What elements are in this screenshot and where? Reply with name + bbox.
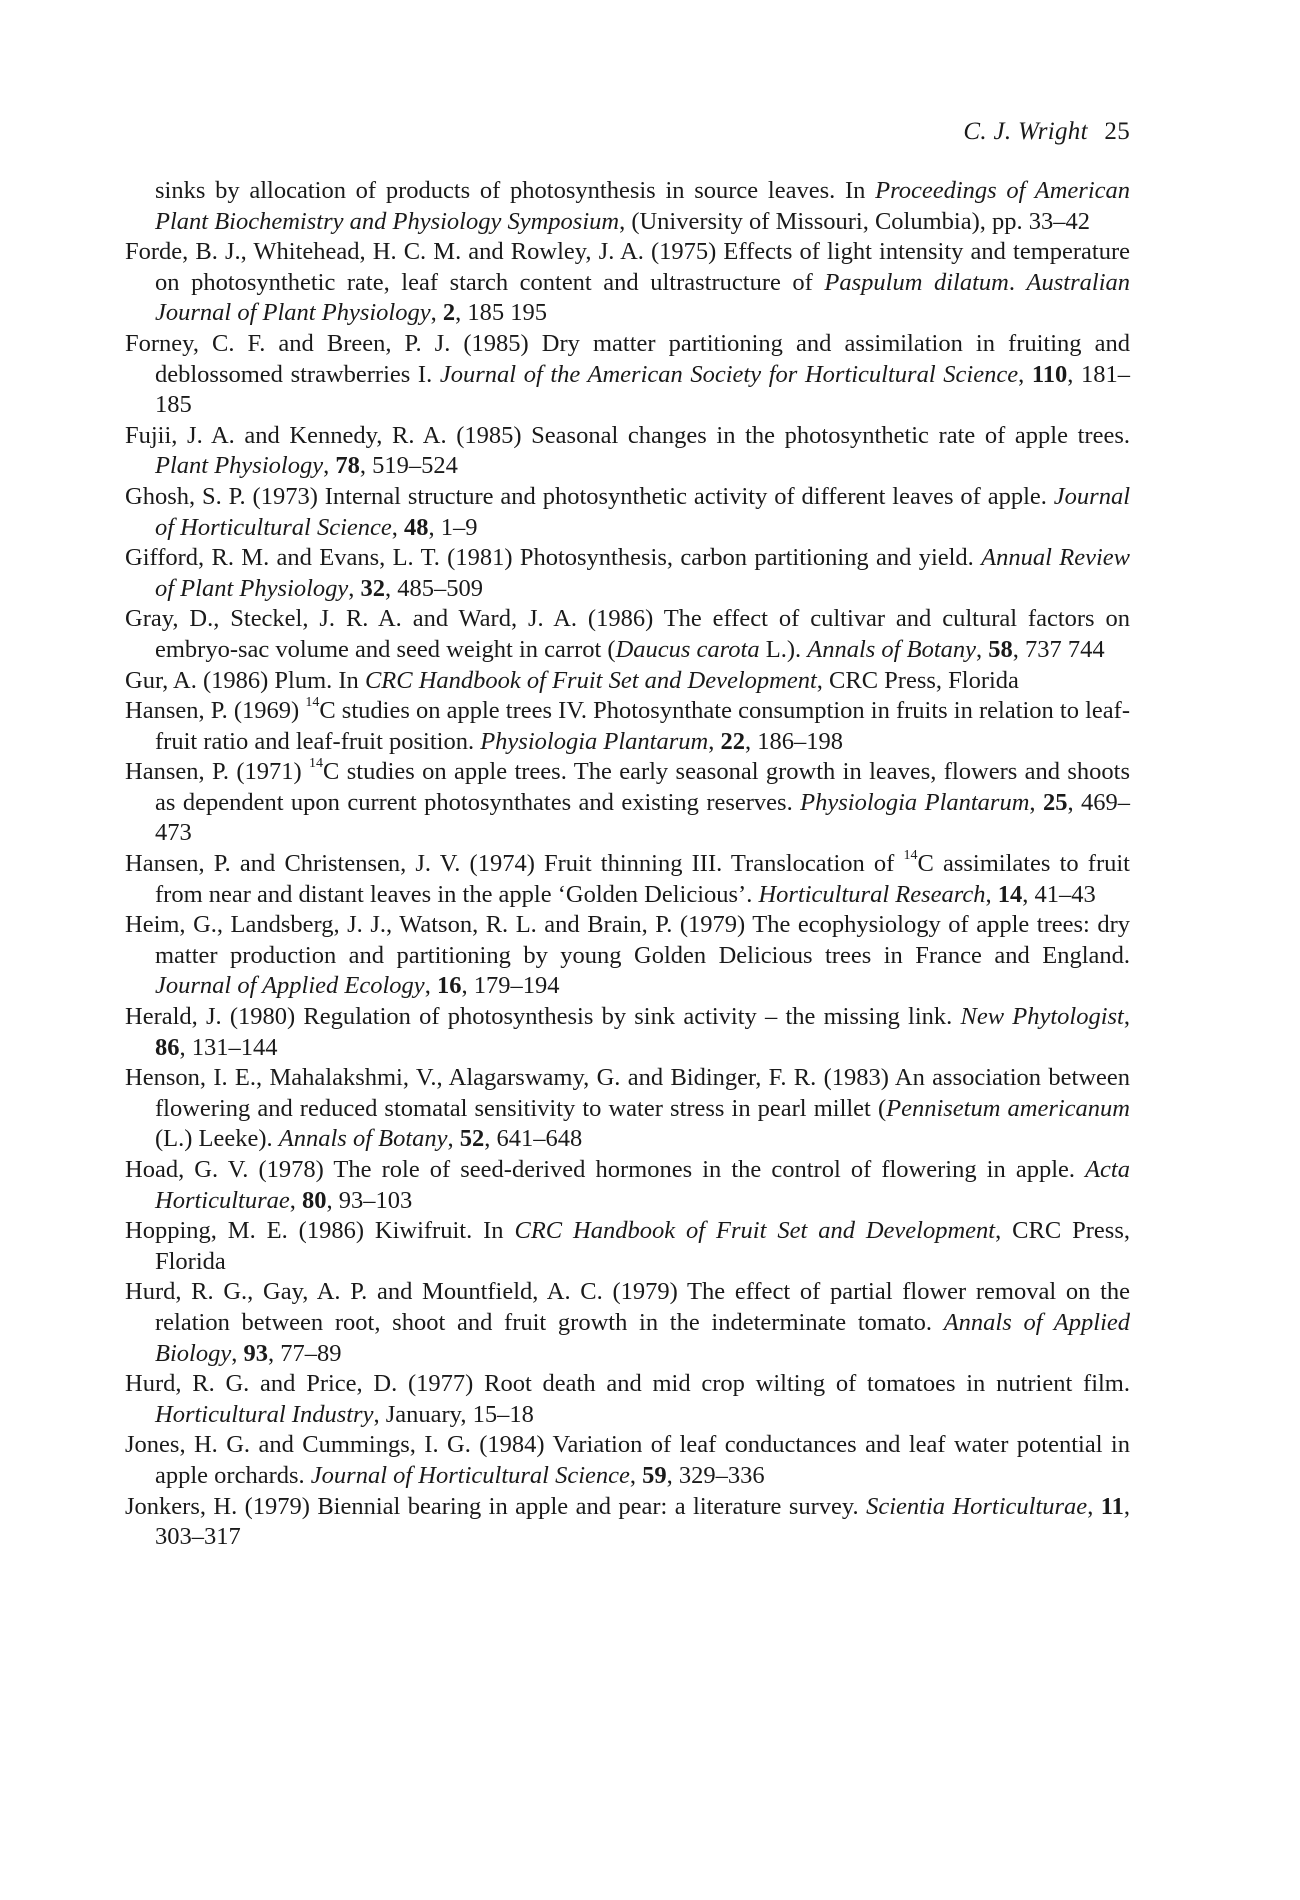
reference-separator: , — [430, 299, 443, 327]
reference-text-cont: C studies on apple trees. The early seasonal growth in leaves, flowers and shoots as dependent upon current photosynthates and existing reserves. — [155, 758, 1130, 816]
reference-entry — [125, 1369, 1130, 1430]
reference-entry — [125, 757, 1130, 849]
journal-volume: 52 — [459, 1125, 485, 1153]
journal-title: Journal of Applied Ecology — [155, 972, 425, 1000]
reference-text: Forde, B. J., Whitehead, H. C. M. and Rowley, J. A. (1975) Effects of light intensity and temperature on photosynthetic rate, leaf starch content and ultrastructure of — [125, 238, 1130, 296]
page-range: , 186–198 — [744, 727, 843, 755]
reference-text-cont: C assimilates to fruit from near and distant leaves in the apple ‘Golden Delicious’. — [155, 850, 1130, 908]
reference-text: Gray, D., Steckel, J. R. A. and Ward, J. A. (1986) The effect of cultivar and cultural factors on embryo-sac volume and seed weight in carrot ( — [125, 605, 1130, 663]
reference-separator: , — [985, 880, 998, 908]
journal-title: Horticultural Research — [758, 880, 986, 908]
reference-text: Hansen, P. (1969) — [125, 697, 306, 725]
reference-separator: , — [231, 1339, 244, 1367]
reference-separator: , — [447, 1125, 460, 1153]
reference-text: Forney, C. F. and Breen, P. J. (1985) Dry matter partitioning and assimilation in fruiting and deblossomed strawberries I. — [125, 329, 1130, 388]
species-name: Daucus carota — [615, 635, 760, 663]
reference-mid: . — [1008, 268, 1027, 296]
reference-separator: , — [1087, 1492, 1101, 1520]
reference-entry — [125, 910, 1130, 1002]
journal-volume: 11 — [1100, 1492, 1124, 1520]
page-range: , 41–43 — [1022, 880, 1096, 908]
reference-text: Jones, H. G. and Cummings, I. G. (1984) Variation of leaf conductances and leaf water potential in apple orchards. — [125, 1431, 1130, 1489]
reference-text: Gur, A. (1986) Plum. In — [125, 666, 365, 694]
journal-volume: 59 — [642, 1461, 667, 1489]
reference-separator: , — [289, 1186, 302, 1214]
continuation-text: sinks by allocation of products of photosynthesis in source leaves. In — [155, 177, 876, 204]
continuation-tail: , (University of Missouri, Columbia), pp. 33–42 — [619, 207, 1090, 235]
reference-separator: , — [323, 452, 336, 480]
journal-title: Annals of Botany — [278, 1125, 448, 1153]
page-range: , 469–473 — [155, 788, 1131, 847]
reference-entry — [125, 237, 1130, 329]
reference-text: Hurd, R. G. and Price, D. (1977) Root death and mid crop wilting of tomatoes in nutrient film. — [125, 1370, 1130, 1398]
journal-volume: 25 — [1042, 788, 1068, 816]
reference-entry — [125, 543, 1130, 604]
journal-title: Horticultural Industry — [155, 1400, 374, 1428]
reference-text: Hoad, G. V. (1978) The role of seed-derived hormones in the control of flowering in apple. — [125, 1156, 1086, 1183]
page-range: , 485–509 — [385, 574, 483, 602]
journal-volume: 110 — [1031, 360, 1068, 388]
species-name: Pennisetum americanum — [886, 1094, 1130, 1122]
reference-mid: (L.) Leeke). — [155, 1125, 279, 1153]
reference-entry — [125, 1216, 1130, 1277]
reference-separator: , CRC Press, Florida — [155, 1217, 1130, 1275]
continuation-source: Proceedings of American Plant Biochemistry and Physiology Symposium — [155, 177, 1131, 235]
page-range: , 131–144 — [179, 1033, 278, 1061]
page-range: , 329–336 — [666, 1461, 765, 1489]
page-range: , 181–185 — [155, 360, 1131, 419]
journal-title: Australian Journal of Plant Physiology — [155, 268, 1131, 327]
isotope-superscript: 14 — [309, 756, 324, 772]
reference-entry — [125, 666, 1130, 697]
reference-text: Hurd, R. G., Gay, A. P. and Mountfield, A. C. (1979) The effect of partial flower removal on the relation between root, shoot and fruit growth in the indeterminate tomato. — [125, 1278, 1130, 1336]
reference-text: Hansen, P. (1971) — [125, 758, 310, 786]
journal-title: Annual Review of Plant Physiology — [155, 544, 1130, 602]
reference-entry — [125, 1492, 1130, 1553]
reference-text: Fujii, J. A. and Kennedy, R. A. (1985) Seasonal changes in the photosynthetic rate of apple trees. — [125, 421, 1130, 449]
reference-entry — [125, 1155, 1130, 1216]
page-range: , 737 744 — [1012, 635, 1105, 663]
reference-separator: , — [348, 574, 361, 602]
reference-separator: , CRC Press, Florida — [816, 666, 1019, 694]
reference-mid: L.). — [759, 635, 808, 663]
journal-title: Journal of Horticultural Science — [155, 482, 1130, 541]
page-range: , 303–317 — [155, 1492, 1131, 1551]
reference-text: Henson, I. E., Mahalakshmi, V., Alagarswamy, G. and Bidinger, F. R. (1983) An association between flowering and reduced stomatal sensitivity to water stress in pearl millet ( — [125, 1064, 1130, 1122]
journal-title: Journal of Horticultural Science — [310, 1461, 630, 1489]
page-number: 25 — [1104, 118, 1130, 145]
reference-text: Gifford, R. M. and Evans, L. T. (1981) Photosynthesis, carbon partitioning and yield. — [125, 544, 982, 572]
reference-separator: , — [1018, 360, 1032, 388]
journal-title: Scientia Horticulturae — [866, 1492, 1088, 1520]
reference-separator: , — [629, 1461, 643, 1489]
page-range: , 93–103 — [326, 1186, 413, 1214]
reference-entry — [125, 482, 1130, 543]
journal-title: CRC Handbook of Fruit Set and Development — [364, 666, 817, 694]
reference-separator: , — [1123, 1003, 1130, 1031]
species-name: Paspulum dilatum — [824, 268, 1009, 296]
journal-title: Physiologia Plantarum — [480, 727, 709, 755]
reference-text-cont: C studies on apple trees IV. Photosynthate consumption in fruits in relation to leaf-fruit ratio and leaf-fruit position. — [155, 697, 1130, 755]
journal-volume: 16 — [436, 972, 462, 1000]
journal-volume: 80 — [302, 1186, 327, 1214]
reference-entry — [125, 849, 1130, 910]
reference-text: Jonkers, H. (1979) Biennial bearing in apple and pear: a literature survey. — [125, 1492, 867, 1520]
reference-separator: , — [391, 513, 405, 541]
journal-title: Journal of the American Society for Horticultural Science — [439, 360, 1019, 388]
page-range: , 641–648 — [484, 1125, 583, 1153]
reference-entries — [125, 237, 1130, 1553]
isotope-superscript: 14 — [305, 694, 320, 710]
journal-title: New Phytologist — [960, 1003, 1124, 1031]
journal-volume: 58 — [988, 635, 1013, 663]
journal-volume: 93 — [243, 1339, 268, 1367]
journal-title: Annals of Botany — [807, 635, 977, 663]
reference-list — [125, 176, 1130, 1553]
reference-entry — [125, 1063, 1130, 1155]
journal-title: Physiologia Plantarum — [800, 788, 1030, 816]
isotope-superscript: 14 — [903, 847, 918, 863]
reference-entry — [125, 1277, 1130, 1369]
page-range: , 185 195 — [455, 299, 547, 327]
journal-volume: 78 — [335, 452, 360, 480]
reference-entry — [125, 1002, 1130, 1063]
reference-separator: , — [424, 972, 437, 1000]
journal-volume: 86 — [155, 1033, 180, 1061]
reference-separator: , — [976, 635, 989, 663]
journal-volume: 14 — [997, 880, 1023, 908]
journal-volume: 48 — [404, 513, 429, 541]
reference-separator: , — [708, 727, 721, 755]
page-range: , 77–89 — [267, 1339, 342, 1367]
page-range: , 1–9 — [428, 513, 478, 541]
reference-text: Ghosh, S. P. (1973) Internal structure and photosynthetic activity of different leaves of apple. — [125, 482, 1054, 510]
running-head — [963, 118, 1130, 146]
page-range: , 519–524 — [359, 452, 458, 480]
reference-text: Herald, J. (1980) Regulation of photosynthesis by sink activity – the missing link. — [125, 1003, 961, 1031]
reference-text: Hansen, P. and Christensen, J. V. (1974) Fruit thinning III. Translocation of — [125, 850, 904, 878]
running-head-author: C. J. Wright — [963, 118, 1088, 145]
page-range: , 179–194 — [461, 972, 560, 1000]
reference-separator: , January, 15–18 — [373, 1400, 534, 1428]
reference-text: Hopping, M. E. (1986) Kiwifruit. In — [125, 1217, 515, 1245]
reference-entry — [125, 329, 1130, 421]
journal-title: CRC Handbook of Fruit Set and Development — [514, 1217, 996, 1245]
reference-entry — [125, 421, 1130, 482]
reference-entry — [125, 604, 1130, 665]
reference-continuation — [125, 176, 1130, 237]
journal-volume: 2 — [442, 299, 456, 327]
journal-title: Annals of Applied Biology — [155, 1308, 1131, 1367]
reference-text: Heim, G., Landsberg, J. J., Watson, R. L. and Brain, P. (1979) The ecophysiology of apple trees: dry matter production and partitioning by young Golden Delicious trees in France and England. — [125, 911, 1130, 969]
reference-separator: , — [1029, 788, 1043, 816]
reference-entry — [125, 696, 1130, 757]
journal-title: Plant Physiology — [155, 452, 324, 480]
journal-volume: 22 — [720, 727, 745, 755]
reference-entry — [125, 1430, 1130, 1491]
journal-title: Acta Horticulturae — [155, 1156, 1130, 1214]
journal-volume: 32 — [360, 574, 385, 602]
